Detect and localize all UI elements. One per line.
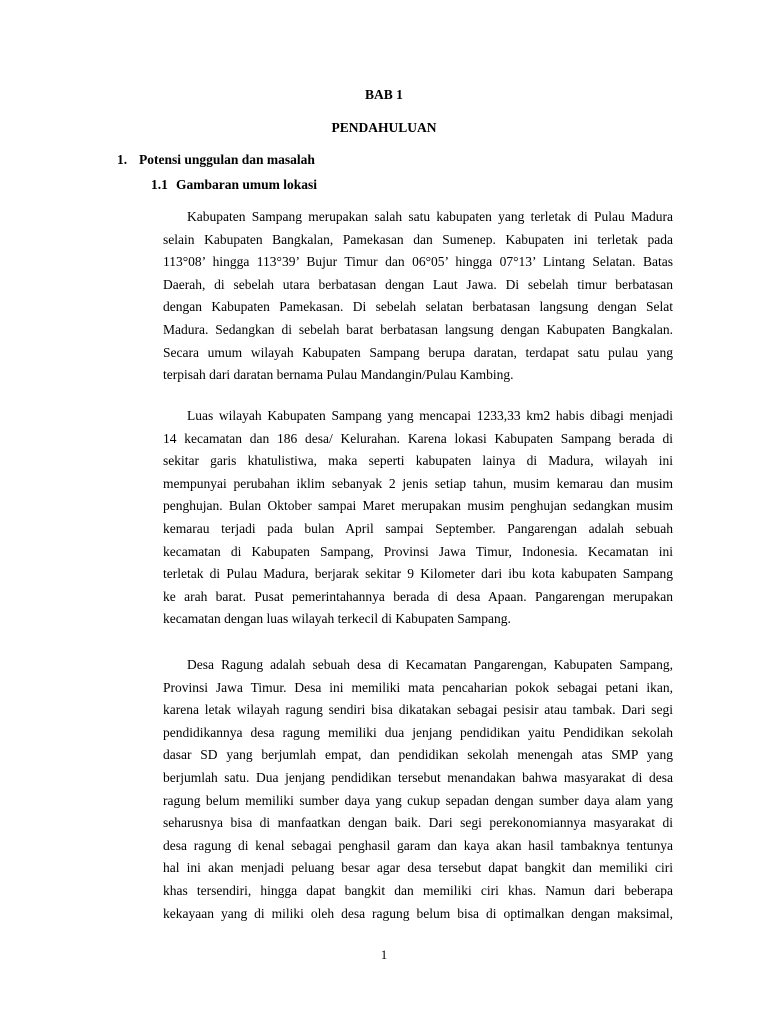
paragraph-line: selain Kabupaten Bangkalan, Pamekasan dan Sumenep. Kabupaten ini terletak pada (163, 231, 673, 247)
subsection-number: 1.1 (151, 177, 168, 192)
paragraph-line: Luas wilayah Kabupaten Sampang yang mencapai 1233,33 km2 habis dibagi menjadi (187, 408, 673, 423)
paragraph-line: Madura. Sedangkan di sebelah barat berbatasan langsung dengan Kabupaten Bangkalan. (163, 321, 673, 337)
page-number: 1 (380, 948, 388, 962)
paragraph-line: Desa Ragung adalah sebuah desa di Kecamatan Pangarengan, Kabupaten Sampang, (187, 657, 673, 672)
paragraph-line: berjumlah satu. Dua jenjang pendidikan tersebut menandakan bahwa masyarakat di desa (163, 769, 673, 785)
paragraph-line: ragung belum memiliki sumber daya yang cukup sepadan dengan sumber daya alam yang (163, 792, 673, 808)
paragraph-line: kecamatan di Kabupaten Sampang, Provinsi Jawa Timur, Indonesia. Kecamatan ini (163, 543, 673, 559)
paragraph-line: mempunyai perubahan iklim sebanyak 2 jenis setiap tahun, musim kemarau dan musim (163, 475, 673, 491)
paragraph-line: Daerah, di sebelah utara berbatasan dengan Laut Jawa. Di sebelah timur berbatasan (163, 276, 673, 292)
section-number: 1. (117, 152, 128, 167)
paragraph-line: Secara umum wilayah Kabupaten Sampang berupa daratan, terdapat satu pulau yang (163, 344, 673, 360)
paragraph-line: Kabupaten Sampang merupakan salah satu kabupaten yang terletak di Pulau Madura (187, 209, 673, 224)
paragraph-line: Provinsi Jawa Timur. Desa ini memiliki mata pencaharian pokok sebagai petani ikan, (163, 679, 673, 695)
paragraph-line: sekitar garis khatulistiwa, maka seperti kabupaten lainya di Madura, wilayah ini (163, 453, 673, 469)
paragraph-line: terpisah dari daratan bernama Pulau Mandangin/Pulau Kambing. (163, 367, 514, 383)
section-heading (117, 152, 315, 168)
paragraph-line: hal ini akan menjadi peluang besar agar desa tersebut dapat bangkit dan memiliki ciri (163, 860, 673, 876)
paragraph-line: dengan Kabupaten Pamekasan. Di sebelah selatan berbatasan langsung dengan Selat (163, 299, 673, 315)
paragraph-line: kekayaan yang di miliki oleh desa ragung belum bisa di optimalkan dengan maksimal, (163, 905, 673, 921)
subsection-heading (151, 177, 317, 193)
paragraph-line: terletak di Pulau Madura, berjarak sekitar 9 Kilometer dari ibu kota kabupaten Sampang (163, 566, 673, 582)
paragraph-line: 113°08’ hingga 113°39’ Bujur Timur dan 06°05’ hingga 07°13’ Lintang Selatan. Batas (163, 254, 673, 270)
paragraph-line: pendidikannya desa ragung memiliki dua jenjang pendidikan yaitu Pendidikan sekolah (163, 724, 673, 740)
paragraph-line: penghujan. Bulan Oktober sampai Maret merupakan musim penghujan sedangkan musim (163, 498, 673, 514)
paragraph-line: dasar SD yang berjumlah empat, dan pendidikan sekolah menengah atas SMP yang (163, 747, 673, 763)
paragraph-2 (163, 405, 673, 631)
paragraph-1 (163, 206, 673, 387)
paragraph-3 (163, 654, 673, 925)
paragraph-line: seharusnya bisa di manfaatkan dengan baik. Dari segi perekonomiannya masyarakat di (163, 815, 673, 831)
paragraph-line: desa ragung di kenal sebagai penghasil garam dan kaya akan hasil tambaknya tentunya (163, 837, 673, 853)
paragraph-line: khas tersendiri, hingga dapat bangkit dan memiliki ciri khas. Namun dari beberapa (163, 882, 673, 898)
paragraph-line: kemarau terjadi pada bulan April sampai September. Pangarengan adalah sebuah (163, 520, 673, 536)
paragraph-line: karena letak wilayah ragung sendiri bisa dikatakan sebagai pesisir atau tambak. Dari segi (163, 702, 673, 718)
subsection-title: Gambaran umum lokasi (176, 177, 318, 192)
paragraph-line: 14 kecamatan dan 186 desa/ Kelurahan. Karena lokasi Kabupaten Sampang berada di (163, 430, 673, 446)
section-title: Potensi unggulan dan masalah (139, 152, 315, 167)
chapter-number: BAB 1 (365, 87, 403, 102)
chapter-title: PENDAHULUAN (331, 120, 437, 135)
paragraph-line: ke arah barat. Pusat pemerintahannya berada di desa Apaan. Pangarengan merupakan (163, 588, 673, 604)
paragraph-line: kecamatan dengan luas wilayah terkecil di Kabupaten Sampang. (163, 611, 511, 627)
